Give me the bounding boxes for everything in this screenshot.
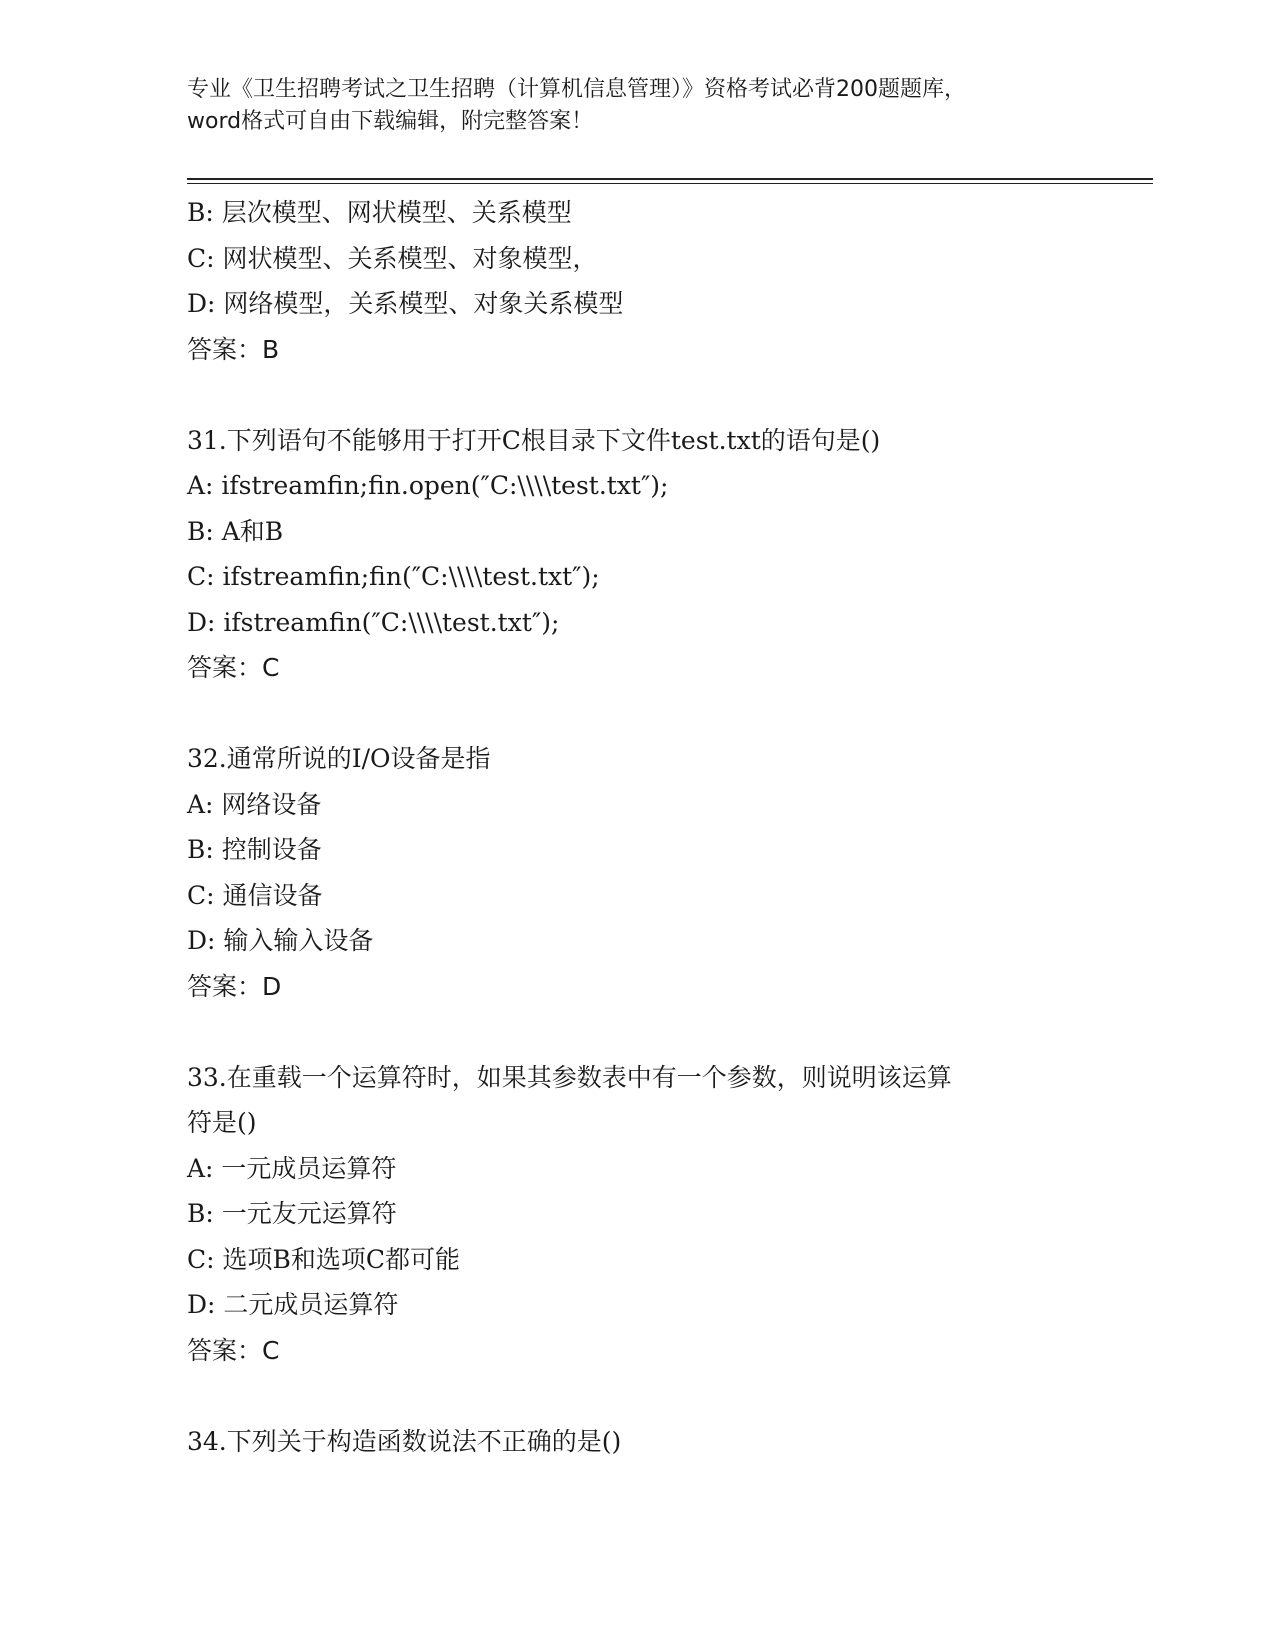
spacer [187, 691, 1087, 737]
question-stem: 34.下列关于构造函数说法不正确的是() [187, 1426, 622, 1456]
question-32 [187, 736, 1087, 1009]
option-b: B: A和B [187, 516, 284, 546]
option-d: D: 网络模型，关系模型、对象关系模型 [187, 289, 624, 318]
header-divider-thin [187, 183, 1153, 184]
option-c: C: 通信设备 [187, 880, 323, 910]
question-stem: 32.通常所说的I/O设备是指 [187, 744, 491, 773]
question-33 [187, 1055, 1087, 1374]
option-a: A: ifstreamfin;fin.open(″C:\\\\test.txt″); [187, 471, 669, 500]
option-d: D: 二元成员运算符 [187, 1290, 399, 1319]
question-content [187, 190, 1087, 1464]
option-c: C: 网状模型、关系模型、对象模型， [187, 243, 598, 273]
document-header [187, 74, 1107, 138]
header-line-1: 专业《卫生招聘考试之卫生招聘（计算机信息管理）》资格考试必背200题题库， [187, 77, 966, 102]
option-c: C: 选项B和选项C都可能 [187, 1244, 460, 1274]
option-c: C: ifstreamfin;fin(″C:\\\\test.txt″); [187, 562, 600, 591]
question-stem-line-1: 33.在重载一个运算符时，如果其参数表中有一个参数，则说明该运算 [187, 1062, 952, 1092]
option-a: A: 一元成员运算符 [187, 1153, 397, 1183]
option-b: B: 一元友元运算符 [187, 1199, 397, 1228]
question-31 [187, 418, 1087, 691]
question-stem: 31.下列语句不能够用于打开C根目录下文件test.txt的语句是() [187, 425, 881, 455]
question-stem-line-2: 符是() [187, 1108, 257, 1137]
answer: 答案：C [187, 653, 280, 682]
option-d: D: 输入输入设备 [187, 926, 374, 955]
option-b: B: 层次模型、网状模型、关系模型 [187, 198, 572, 227]
spacer [187, 372, 1087, 418]
answer: 答案：D [187, 971, 282, 1001]
option-a: A: 网络设备 [187, 789, 322, 819]
question-34 [187, 1419, 1087, 1465]
option-d: D: ifstreamfin(″C:\\\\test.txt″); [187, 607, 560, 637]
answer: 答案：B [187, 334, 280, 364]
spacer [187, 1373, 1087, 1419]
option-b: B: 控制设备 [187, 835, 322, 864]
spacer [187, 1009, 1087, 1055]
previous-question-block [187, 190, 1087, 372]
header-divider-thick [187, 178, 1153, 180]
answer: 答案：C [187, 1335, 280, 1365]
header-line-2: word格式可自由下载编辑，附完整答案！ [187, 109, 594, 134]
